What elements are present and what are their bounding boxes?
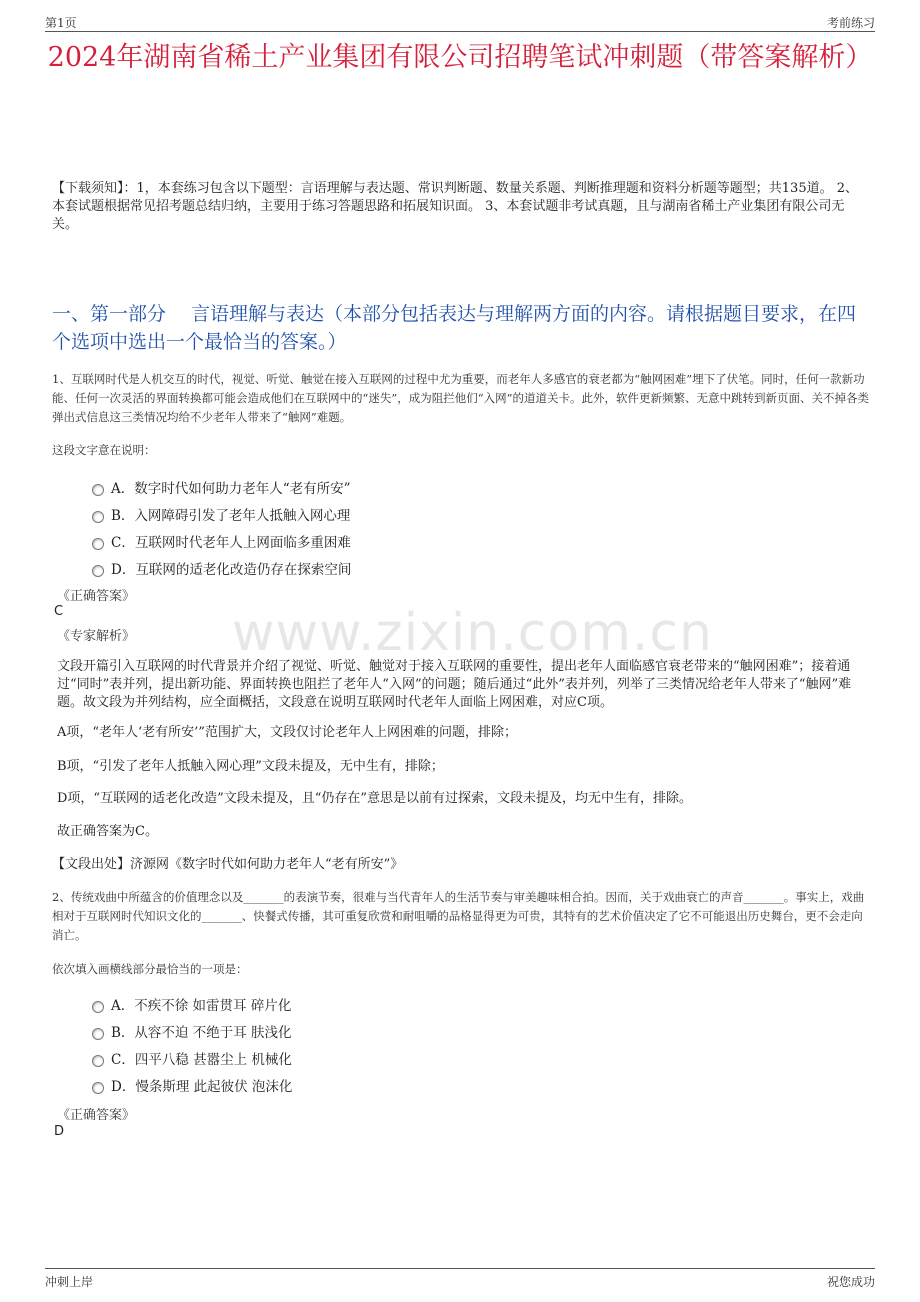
option-label: A．不疾不徐 如雷贯耳 碎片化	[111, 998, 292, 1014]
option-label: B．入网障碍引发了老年人抵触入网心理	[111, 508, 351, 524]
document-title: 2024年湖南省稀土产业集团有限公司招聘笔试冲刺题（带答案解析）	[47, 42, 873, 73]
radio-button-icon[interactable]	[92, 484, 104, 496]
option-label: C．互联网时代老年人上网面临多重困难	[111, 535, 351, 551]
q1-option-d[interactable]	[92, 558, 351, 578]
q2-option-d[interactable]	[92, 1075, 292, 1095]
q1-option-b[interactable]	[92, 504, 350, 524]
radio-button-icon[interactable]	[92, 538, 104, 550]
option-label: C．四平八稳 甚嚣尘上 机械化	[111, 1052, 292, 1068]
option-label: D．慢条斯理 此起彼伏 泡沫化	[111, 1079, 293, 1095]
q1-analysis-label: 《专家解析》	[57, 629, 136, 644]
radio-button-icon[interactable]	[92, 1055, 104, 1067]
page-number-label: 第1页	[45, 16, 77, 30]
q1-answer-label: 《正确答案》	[57, 589, 136, 604]
footer-right-label: 祝您成功	[826, 1275, 875, 1289]
radio-button-icon[interactable]	[92, 1028, 104, 1040]
q2-answer-value: D	[54, 1124, 65, 1139]
radio-button-icon[interactable]	[92, 565, 104, 577]
option-label: A．数字时代如何助力老年人“老有所安”	[111, 481, 351, 497]
q2-option-c[interactable]	[92, 1048, 292, 1068]
question-1-prompt: 这段文字意在说明：	[52, 443, 156, 457]
q1-source: 【文段出处】济源网《数字时代如何助力老年人“老有所安”》	[52, 857, 404, 872]
download-notice: 【下载须知】：1，本套练习包含以下题型：言语理解与表达题、常识判断题、数量关系题、判断推理题和资料分析题等题型；共135道。 2、本套试题根据常见招考题总结归纳，主要用于练习答题思路和拓展知识面。 3、本套试题非考试真题，且与湖南省稀土产业集团有限公司无关。	[52, 181, 858, 232]
q1-option-c[interactable]	[92, 531, 351, 551]
q1-analysis-d: D项，“互联网的适老化改造”文段未提及，且“仍存在”意思是以前有过探索，文段未提及，均无中生有，排除。	[57, 791, 693, 806]
radio-button-icon[interactable]	[92, 1001, 104, 1013]
q1-answer-value: C	[54, 604, 64, 619]
q2-answer-label: 《正确答案》	[57, 1108, 136, 1123]
radio-button-icon[interactable]	[92, 1082, 104, 1094]
radio-button-icon[interactable]	[92, 511, 104, 523]
footer-left-label: 冲刺上岸	[45, 1275, 94, 1289]
q2-option-b[interactable]	[92, 1021, 292, 1041]
option-label: D．互联网的适老化改造仍存在探索空间	[111, 562, 352, 578]
header-right-label: 考前练习	[826, 16, 875, 30]
watermark: www.zixin.com.cn	[232, 603, 713, 663]
q1-analysis-a: A项，“老年人‘老有所安’”范围扩大，文段仅讨论老年人上网困难的问题，排除；	[57, 725, 517, 740]
question-1-text: 1、互联网时代是人机交互的时代，视觉、听觉、触觉在接入互联网的过程中尤为重要，而老年人多感官的衰老都为“触网困难”埋下了伏笔。同时，任何一款新功能、任何一次灵活的界面转换都可能会造成他们在互联网中的“迷失”，成为阻拦他们“入网”的道道关卡。此外，软件更新频繁、无意中跳转到新页面、关不掉各类弹出式信息这三类情况均给不少老年人带来了“触网”难题。	[52, 372, 870, 424]
q1-analysis-paragraph: 文段开篇引入互联网的时代背景并介绍了视觉、听觉、触觉对于接入互联网的重要性，提出老年人面临感官衰老带来的“触网困难”；接着通过“同时”表并列，提出新功能、界面转换也阻拦了老年人“入网”的问题；随后通过“此外”表并列，列举了三类情况给老年人带来了“触网”难题。故文段为并列结构，应全面概括，文段意在说明互联网时代老年人面临上网困难，对应C项。	[57, 659, 852, 710]
header-divider	[45, 31, 875, 32]
question-2-prompt: 依次填入画横线部分最恰当的一项是：	[52, 962, 248, 976]
option-label: B．从容不迫 不绝于耳 肤浅化	[111, 1025, 292, 1041]
section-heading: 一、第一部分 言语理解与表达（本部分包括表达与理解两方面的内容。请根据题目要求，在四个选项中选出一个最恰当的答案。）	[52, 303, 857, 353]
q1-option-a[interactable]	[92, 477, 351, 497]
q2-option-a[interactable]	[92, 994, 291, 1014]
footer-divider	[45, 1268, 875, 1269]
q1-analysis-conclusion: 故正确答案为C。	[57, 824, 158, 839]
question-2-text: 2、传统戏曲中所蕴含的价值理念以及_______的表演节奏，很难与当代青年人的生活节奏与审美趣味相合拍。因而，关于戏曲衰亡的声音_______。事实上，戏曲相对于互联网时代知识文化的_______、快餐式传播，其可重复欣赏和耐咀嚼的品格显得更为可贵，其特有的艺术价值决定了它不可能退出历史舞台，更不会走向消亡。	[52, 890, 865, 942]
q1-analysis-b: B项，“引发了老年人抵触入网心理”文段未提及，无中生有，排除；	[57, 759, 444, 774]
